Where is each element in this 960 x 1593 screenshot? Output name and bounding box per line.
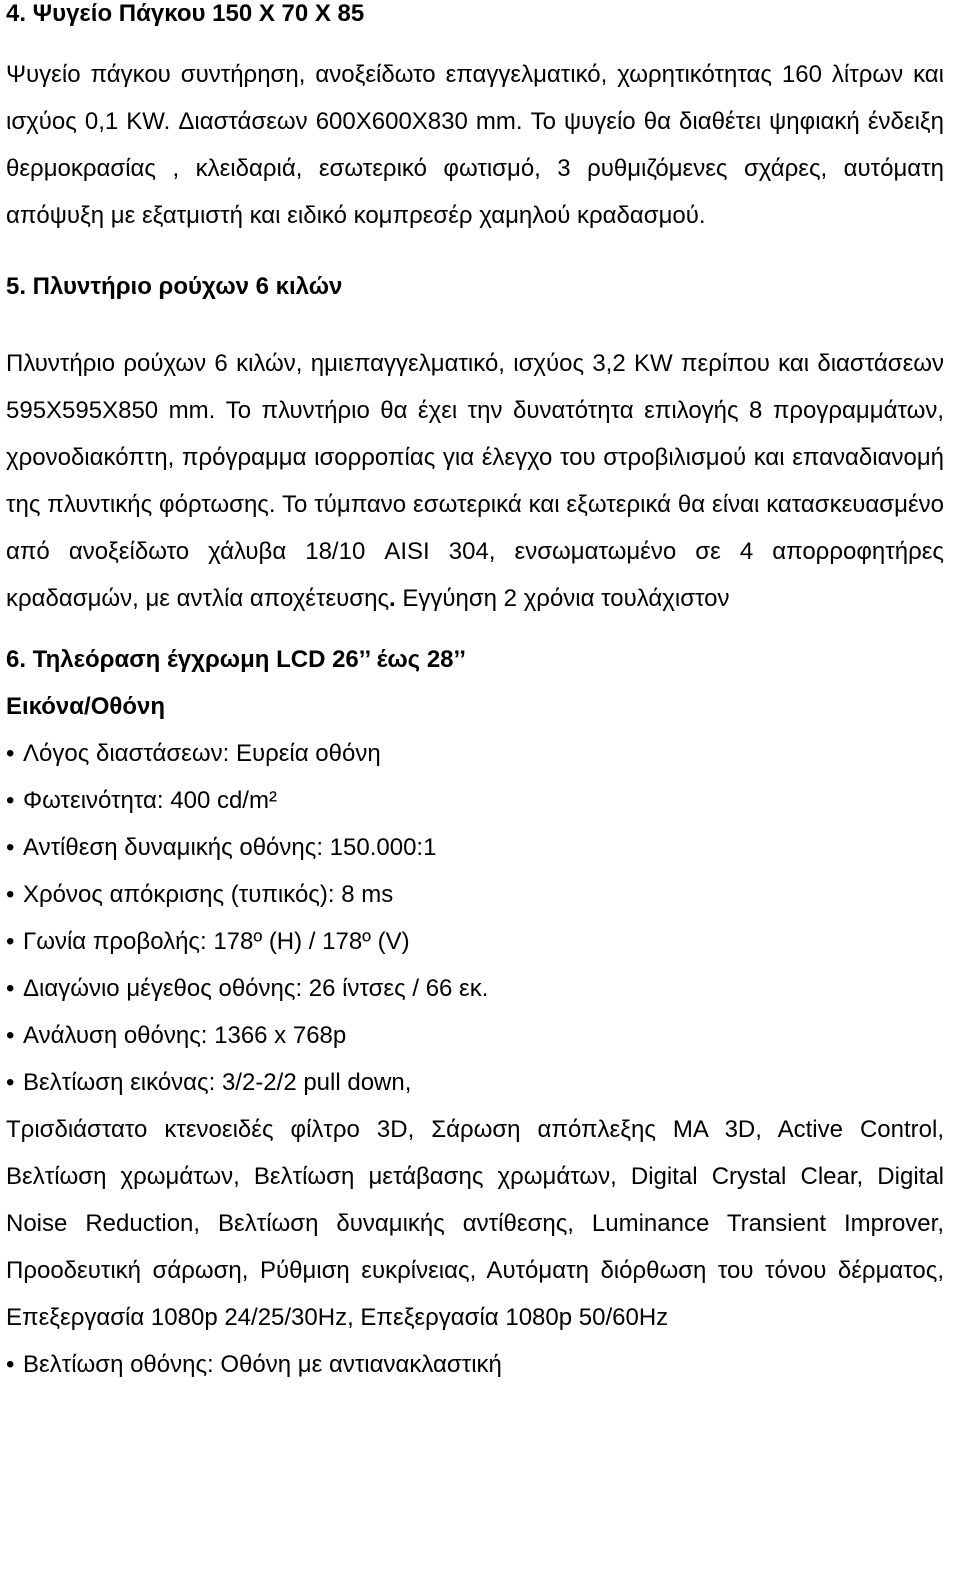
- section-5-body-tail: Εγγύηση 2 χρόνια τουλάχιστον: [395, 585, 730, 612]
- list-item: • Βελτίωση οθόνης: Οθόνη με αντιανακλαστική: [6, 1341, 944, 1388]
- section-4-heading: 4. Ψυγείο Πάγκου 150 Χ 70 Χ 85: [6, 0, 365, 27]
- spec-bullet-list: [6, 730, 944, 1106]
- bullet-icon: •: [6, 881, 15, 908]
- list-item: • Βελτίωση εικόνας: 3/2-2/2 pull down,: [6, 1059, 944, 1106]
- bullet-icon: •: [6, 1069, 15, 1096]
- list-item: • Χρόνος απόκρισης (τυπικός): 8 ms: [6, 871, 944, 918]
- bullet-icon: •: [6, 834, 15, 861]
- bullet-icon: •: [6, 1022, 15, 1049]
- bullet-icon: •: [6, 787, 15, 814]
- bullet-icon: •: [6, 975, 15, 1002]
- list-item: • Αντίθεση δυναμικής οθόνης: 150.000:1: [6, 824, 944, 871]
- list-item: • Φωτεινότητα: 400 cd/m²: [6, 777, 944, 824]
- section-5-body-dot: .: [389, 585, 396, 612]
- section-6-subtitle: Εικόνα/Οθόνη: [6, 693, 165, 720]
- list-item: • Ανάλυση οθόνης: 1366 x 768p: [6, 1012, 944, 1059]
- bullet-icon: •: [6, 1351, 15, 1378]
- bullet-icon: •: [6, 740, 15, 767]
- section-5-heading: 5. Πλυντήριο ρούχων 6 κιλών: [6, 273, 343, 300]
- list-item: • Γωνία προβολής: 178º (H) / 178º (V): [6, 918, 944, 965]
- list-item: • Διαγώνιο μέγεθος οθόνης: 26 ίντσες / 66 εκ.: [6, 965, 944, 1012]
- section-5-paragraph: [6, 340, 944, 622]
- section-6-heading: 6. Τηλεόραση έγχρωμη LCD 26’’ έως 28’’: [6, 646, 466, 673]
- bullet-icon: •: [6, 928, 15, 955]
- section-5-body-main: Πλυντήριο ρούχων 6 κιλών, ημιεπαγγελματικό, ισχύος 3,2 KW περίπου και διαστάσεων 595Χ595Χ850 mm. Το πλυντήριο θα έχει την δυνατότητα επιλογής 8 προγραμμάτων, χρονοδιακόπτη, πρόγραμμα ισορροπίας για έλεγχο του στροβιλισμού και επαναδιανομή της πλυντικής φόρτωσης. Το τύμπανο εσωτερικά και εξωτερικά θα είναι κατασκευασμένο από ανοξείδωτο χάλυβα 18/10 AISI 304, ενσωματωμένο σε 4 απορροφητήρες κραδασμών, με αντλία αποχέτευσης: [6, 350, 944, 612]
- picture-enhancement-paragraph: Τρισδιάστατο κτενοειδές φίλτρο 3D, Σάρωση απόπλεξης MA 3D, Active Control, Βελτίωση χρωμάτων, Βελτίωση μετάβασης χρωμάτων, Digital Crystal Clear, Digital Noise Reduction, Βελτίωση δυναμικής αντίθεσης, Luminance Transient Improver, Προοδευτική σάρωση, Ρύθμιση ευκρίνειας, Αυτόματη διόρθωση του τόνου δέρματος, Επεξεργασία 1080p 24/25/30Hz, Επεξεργασία 1080p 50/60Hz: [6, 1116, 944, 1331]
- section-4-paragraph: Ψυγείο πάγκου συντήρηση, ανοξείδωτο επαγγελματικό, χωρητικότητας 160 λίτρων και ισχύος 0,1 KW. Διαστάσεων 600Χ600Χ830 mm. Το ψυγείο θα διαθέτει ψηφιακή ένδειξη θερμοκρασίας , κλειδαριά, εσωτερικό φωτισμό, 3 ρυθμιζόμενες σχάρες, αυτόματη απόψυξη με εξατμιστή και ειδικό κομπρεσέρ χαμηλού κραδασμού.: [6, 61, 944, 229]
- list-item: • Λόγος διαστάσεων: Ευρεία οθόνη: [6, 730, 944, 777]
